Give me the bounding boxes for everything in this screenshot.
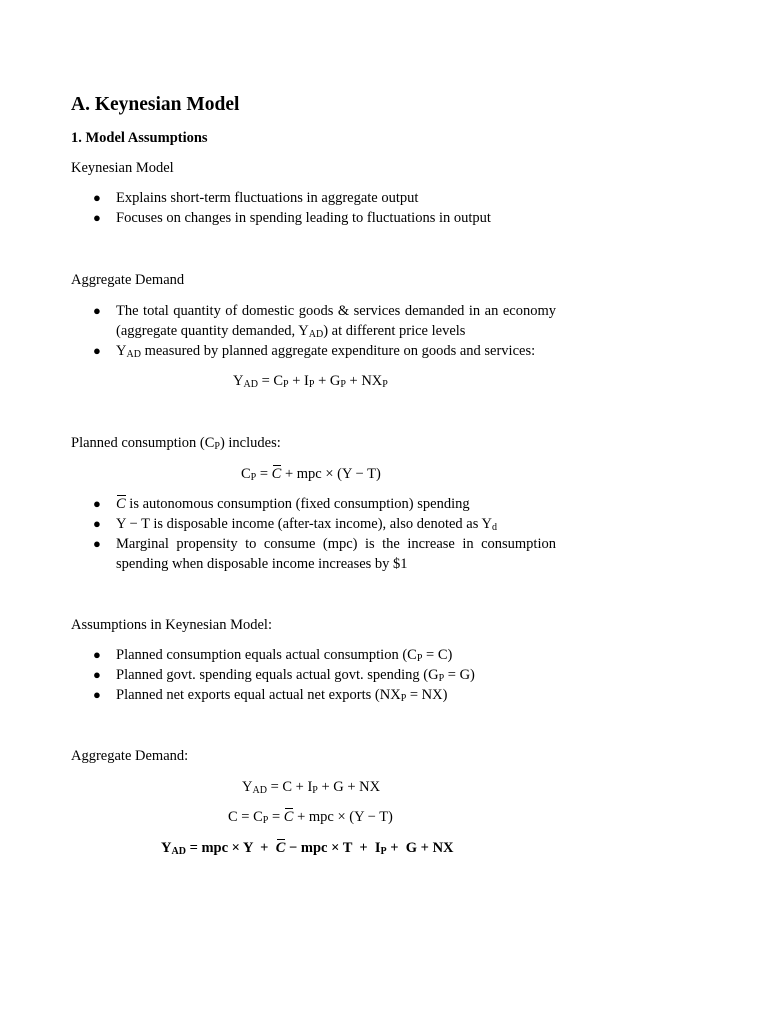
final-yad-equation: $Y_{AD}$ = mpc × Y + C − mpc × $T + I_P + G$ + NX — [161, 840, 454, 857]
list-item: ● Planned consumption equals actual consumption $(C_P = C)$ — [93, 647, 453, 664]
bullet-icon: ● — [93, 496, 101, 511]
bullet-icon: ● — [93, 190, 101, 205]
page-title: A. Keynesian Model — [71, 94, 240, 115]
list-item: ● Explains short-term fluctuations in aggregate output — [93, 190, 419, 206]
c-equation: $C = C_P = C$ + mpc × (Y − T) — [228, 809, 393, 826]
assumptions-bullets — [0, 645, 556, 705]
assumptions-label: Assumptions in Keynesian Model: — [71, 617, 272, 633]
aggregate-demand-equation: $Y_{AD} = C_P + I_P + G_P + NX_P$ — [233, 373, 388, 390]
list-item: ● Marginal propensity to consume (mpc) is the increase in consumption spending when disposable income increases by $1 — [93, 536, 556, 572]
consumption-equation: $C_P = C$ + mpc × (Y − T) — [241, 466, 381, 483]
keynesian-model-label: Keynesian Model — [71, 160, 174, 176]
c-bar-symbol: C — [271, 466, 282, 482]
planned-consumption-label: Planned consumption $(C_P)$ includes: — [71, 435, 281, 452]
list-item: ● Y − T is disposable income (after-tax income), also denoted as $Y_d$ — [93, 516, 497, 533]
bullet-icon: ● — [93, 536, 101, 551]
list-item: ● The total quantity of domestic goods & services demanded in an economy (aggregate quantity demanded, $Y_{AD}$) at different price levels — [93, 303, 556, 340]
section-heading: 1. Model Assumptions — [71, 130, 208, 146]
aggregate-demand-label-2: Aggregate Demand: — [71, 748, 189, 764]
c-bar-symbol: C — [283, 809, 294, 825]
bullet-icon: ● — [93, 667, 101, 682]
bullet-icon: ● — [93, 516, 101, 531]
yad-equation: $Y_{AD} = C + I_P + G$ + NX — [242, 779, 381, 796]
aggregate-demand-label: Aggregate Demand — [71, 272, 185, 288]
c-bar-symbol: C — [116, 496, 126, 512]
bullet-icon: ● — [93, 343, 101, 358]
bullet-icon: ● — [93, 303, 101, 318]
list-item: ● Focuses on changes in spending leading to fluctuations in output — [93, 210, 491, 226]
bullet-icon: ● — [93, 210, 101, 225]
c-bar-symbol: C — [275, 840, 286, 856]
bullet-icon: ● — [93, 647, 101, 662]
list-item: ● C is autonomous consumption (fixed consumption) spending — [93, 496, 470, 512]
consumption-bullets — [0, 494, 556, 574]
keynesian-model-bullets — [0, 188, 556, 228]
list-item: ● Planned govt. spending equals actual govt. spending $(G_P = G)$ — [93, 667, 475, 684]
list-item: ● Planned net exports equal actual net exports $(NX_P = NX)$ — [93, 687, 448, 704]
aggregate-demand-bullets — [0, 301, 556, 361]
list-item: ● $Y_{AD}$ measured by planned aggregate expenditure on goods and services: — [93, 343, 536, 360]
bullet-icon: ● — [93, 687, 101, 702]
